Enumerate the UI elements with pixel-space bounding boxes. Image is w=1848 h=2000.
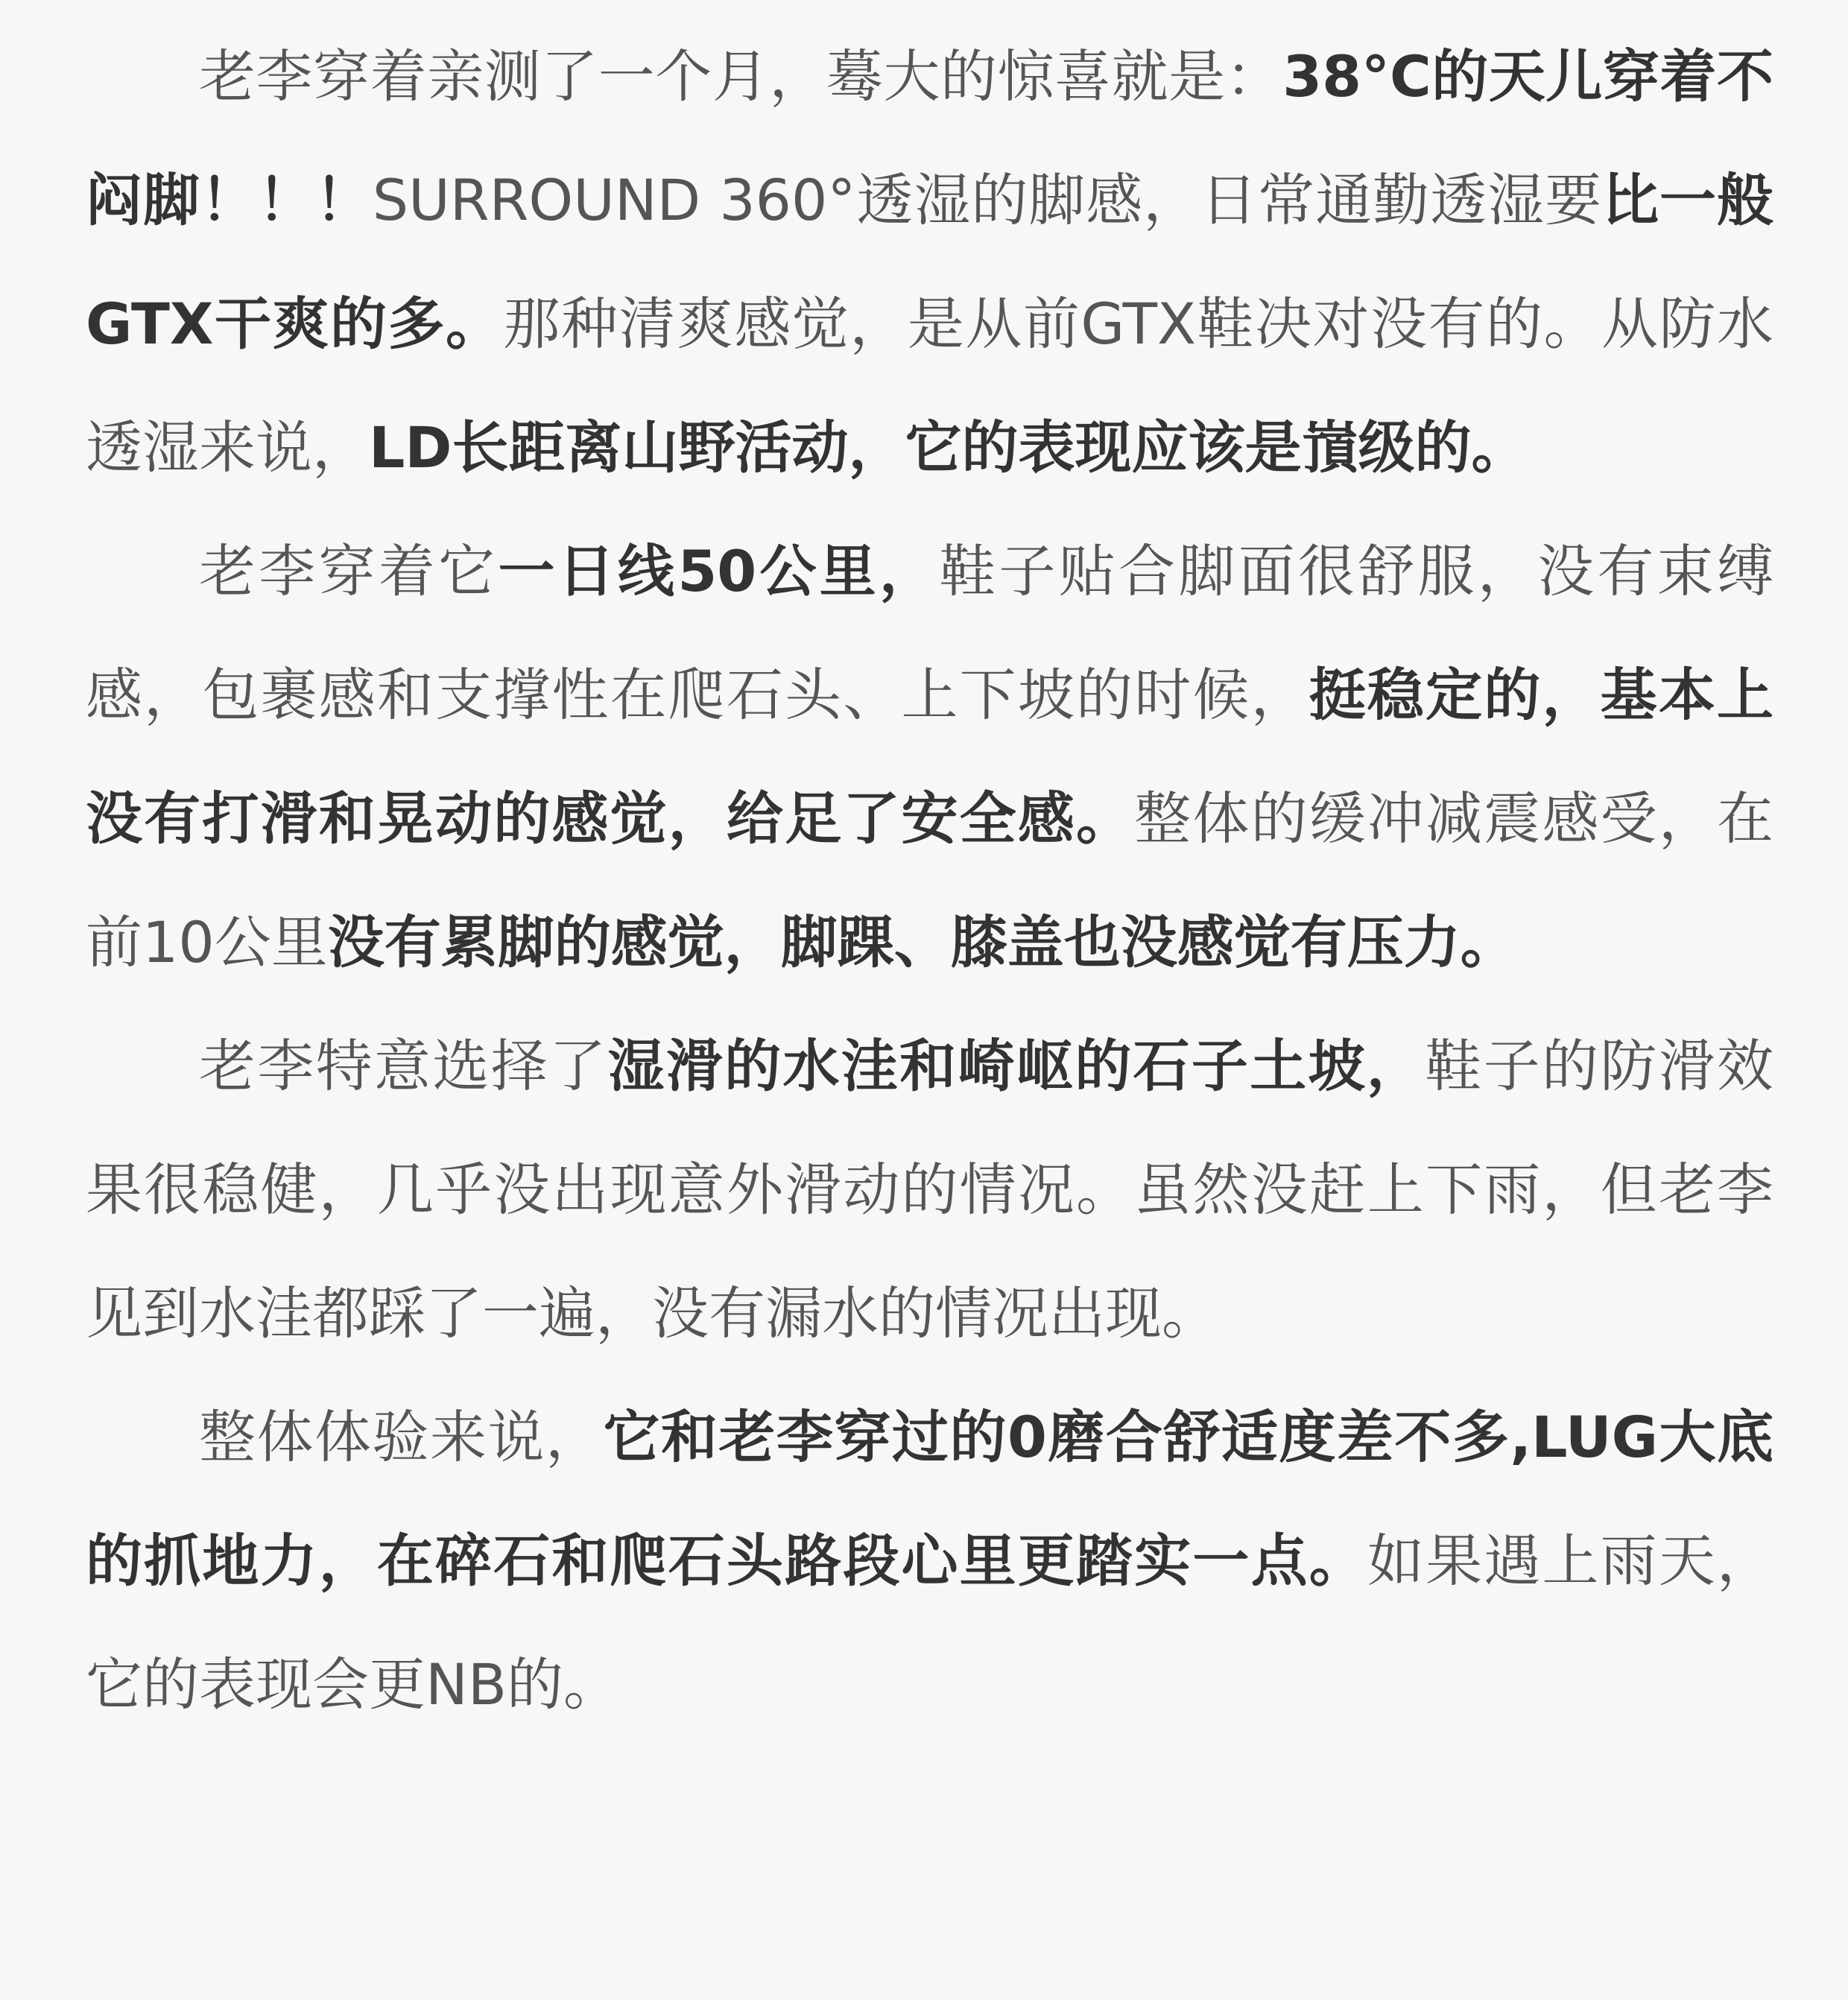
bold-text-segment: 比一般GTX干爽的多。 (86, 167, 1774, 357)
paragraph-4 (86, 1376, 1773, 1747)
bold-text-segment: 一日线50公里， (498, 538, 940, 604)
text-segment: 鞋子贴合脚面很舒服，没有束缚感，包裹感和支撑性在爬石头、上下坡的时候， (86, 538, 1774, 728)
text-segment: 鞋子的防滑效果很稳健，几乎没出现意外滑动的情况。虽然没赶上下雨，但老李见到水洼都踩了一遍，没有漏水的情况出现。 (86, 1033, 1774, 1346)
text-segment: 老李穿着亲测了一个月，蓦大的惊喜就是： (199, 43, 1283, 110)
text-segment: 整体体验来说， (199, 1404, 604, 1470)
bold-text-segment: 挺稳定的，基本上没有打滑和晃动的感觉，给足了安全感。 (86, 662, 1773, 852)
text-segment: 如果遇上雨天，它的表现会更NB的。 (86, 1528, 1774, 1718)
bold-text-segment: 没有累脚的感觉，脚踝、膝盖也没感觉有压力。 (327, 909, 1517, 975)
text-segment: 老李穿着它 (199, 538, 499, 604)
paragraph-2 (86, 510, 1773, 1004)
text-segment: 那种清爽感觉，是从前GTX鞋决对没有的。从防水透湿来说， (86, 291, 1774, 481)
bold-text-segment: 它和老李穿过的0磨合舒适度差不多,LUG大底的抓地力，在碎石和爬石头路段心里更踏实一点。 (86, 1404, 1773, 1594)
text-segment: SURROUND 360°透湿的脚感，日常通勤透湿要 (372, 167, 1603, 233)
text-segment: 整体的缓冲减震感受，在前10公里 (86, 785, 1774, 975)
paragraph-3 (86, 1004, 1773, 1376)
bold-text-segment: 38°C的天儿穿着不闷脚！！！ (86, 43, 1774, 233)
paragraph-1 (86, 15, 1773, 510)
bold-text-segment: 湿滑的水洼和崎岖的石子土坡， (607, 1033, 1425, 1099)
bold-text-segment: LD长距离山野活动，它的表现应该是嵿级的。 (369, 414, 1528, 481)
text-segment: 老李特意选择了 (199, 1033, 608, 1099)
